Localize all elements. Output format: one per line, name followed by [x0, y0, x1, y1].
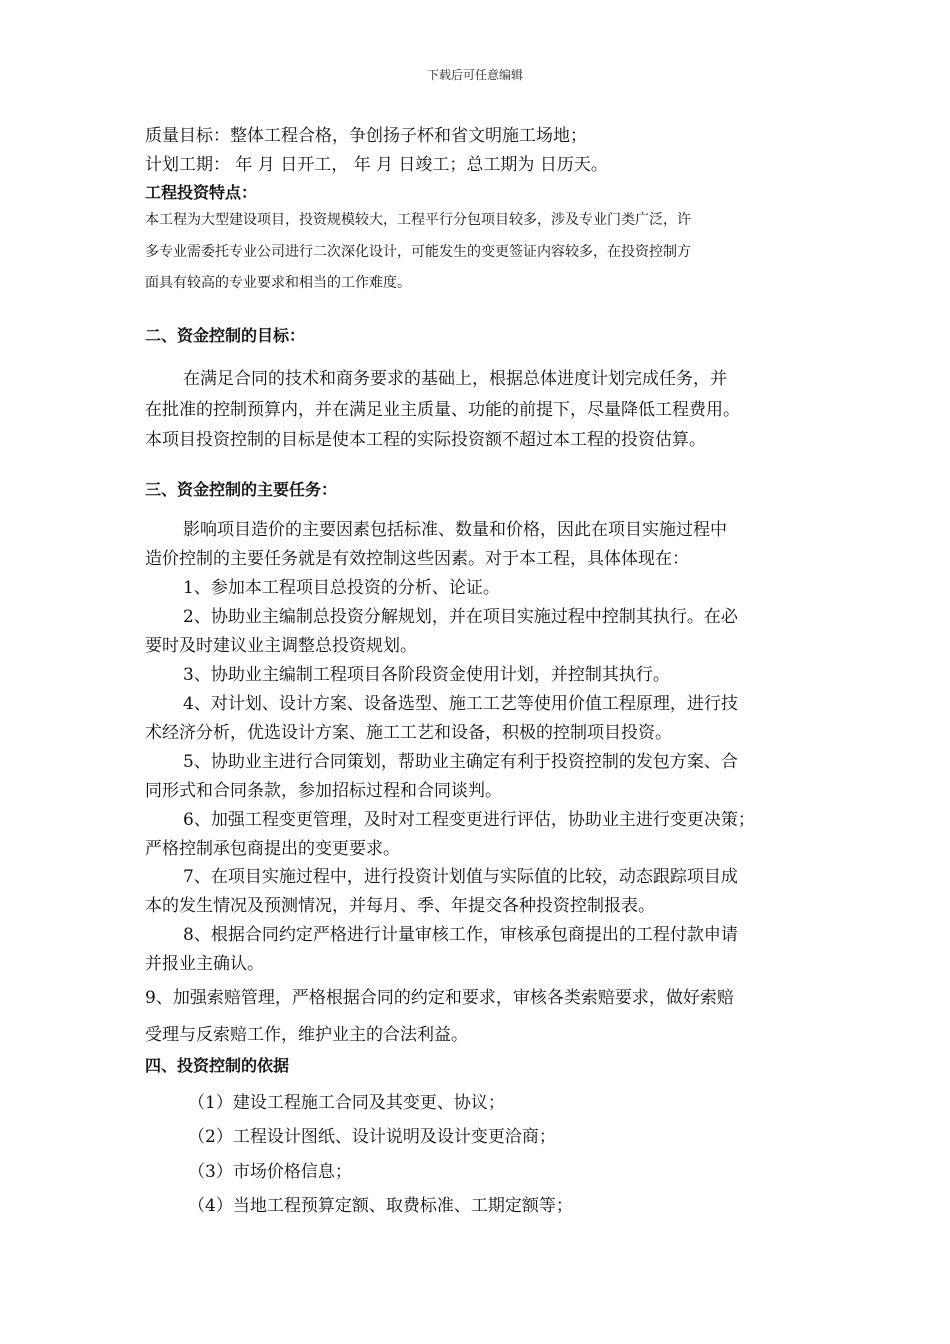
basis-item: （1）建设工程施工合同及其变更、协议；	[188, 1093, 505, 1113]
task-item: 1、参加本工程项目总投资的分析、论证。	[183, 578, 500, 598]
section2-line: 在满足合同的技术和商务要求的基础上，根据总体进度计划完成任务，并	[183, 369, 727, 389]
feature-line: 本工程为大型建设项目，投资规模较大，工程平行分包项目较多，涉及专业门类广泛，许	[145, 212, 691, 228]
section3-line: 影响项目造价的主要因素包括标准、数量和价格，因此在项目实施过程中	[183, 520, 727, 540]
basis-item: （3）市场价格信息；	[188, 1162, 352, 1182]
schedule-line: 计划工期： 年 月 日开工， 年 月 日竣工；总工期为 日历天。	[145, 155, 608, 175]
task-item: 3、协助业主编制工程项目各阶段资金使用计划，并控制其执行。	[183, 665, 670, 685]
task-item-cont: 受理与反索赔工作，维护业主的合法利益。	[145, 1025, 468, 1045]
task-item: 9、加强索赔管理，严格根据合同的约定和要求，审核各类索赔要求，做好索赔	[145, 988, 734, 1008]
section2-line: 本项目投资控制的目标是使本工程的实际投资额不超过本工程的投资估算。	[145, 430, 706, 450]
task-item: 2、协助业主编制总投资分解规划，并在项目实施过程中控制其执行。在必	[183, 607, 738, 627]
page-header: 下载后可任意编辑	[426, 68, 523, 82]
task-item: 4、对计划、设计方案、设备选型、施工工艺等使用价值工程原理，进行技	[183, 694, 738, 714]
feature-title: 工程投资特点：	[145, 183, 258, 202]
section3-line: 造价控制的主要任务就是有效控制这些因素。对于本工程，具体体现在：	[145, 549, 689, 569]
task-item-cont: 并报业主确认。	[145, 954, 264, 974]
basis-item: （4）当地工程预算定额、取费标准、工期定额等；	[188, 1196, 573, 1216]
task-item: 7、在项目实施过程中，进行投资计划值与实际值的比较，动态跟踪项目成	[183, 867, 738, 887]
basis-item: （2）工程设计图纸、设计说明及设计变更洽商；	[188, 1127, 556, 1147]
task-item-cont: 本的发生情况及预测情况，并每月、季、年提交各种投资控制报表。	[145, 896, 655, 916]
feature-line: 多专业需委托专业公司进行二次深化设计，可能发生的变更签证内容较多，在投资控制方	[145, 244, 691, 260]
section2-line: 在批准的控制预算内，并在满足业主质量、功能的前提下，尽量降低工程费用。	[145, 400, 740, 420]
task-item: 8、根据合同约定严格进行计量审核工作，审核承包商提出的工程付款申请	[183, 925, 738, 945]
task-item-cont: 同形式和合同条款，参加招标过程和合同谈判。	[145, 781, 502, 801]
task-item-cont: 严格控制承包商提出的变更要求。	[145, 839, 400, 859]
quality-goal: 质量目标：整体工程合格，争创扬子杯和省文明施工场地；	[145, 126, 587, 146]
feature-line: 面具有较高的专业要求和相当的工作难度。	[145, 275, 411, 291]
task-item-cont: 要时及时建议业主调整总投资规划。	[145, 636, 417, 656]
section2-title: 二、资金控制的目标：	[145, 326, 306, 345]
section3-title: 三、资金控制的主要任务：	[145, 480, 338, 499]
task-item: 5、协助业主进行合同策划，帮助业主确定有利于投资控制的发包方案、合	[183, 752, 738, 772]
task-item: 6、加强工程变更管理，及时对工程变更进行评估，协助业主进行变更决策；	[183, 810, 755, 830]
task-item-cont: 术经济分析，优选设计方案、施工工艺和设备，积极的控制项目投资。	[145, 723, 672, 743]
section4-title: 四、投资控制的依据	[145, 1056, 290, 1075]
